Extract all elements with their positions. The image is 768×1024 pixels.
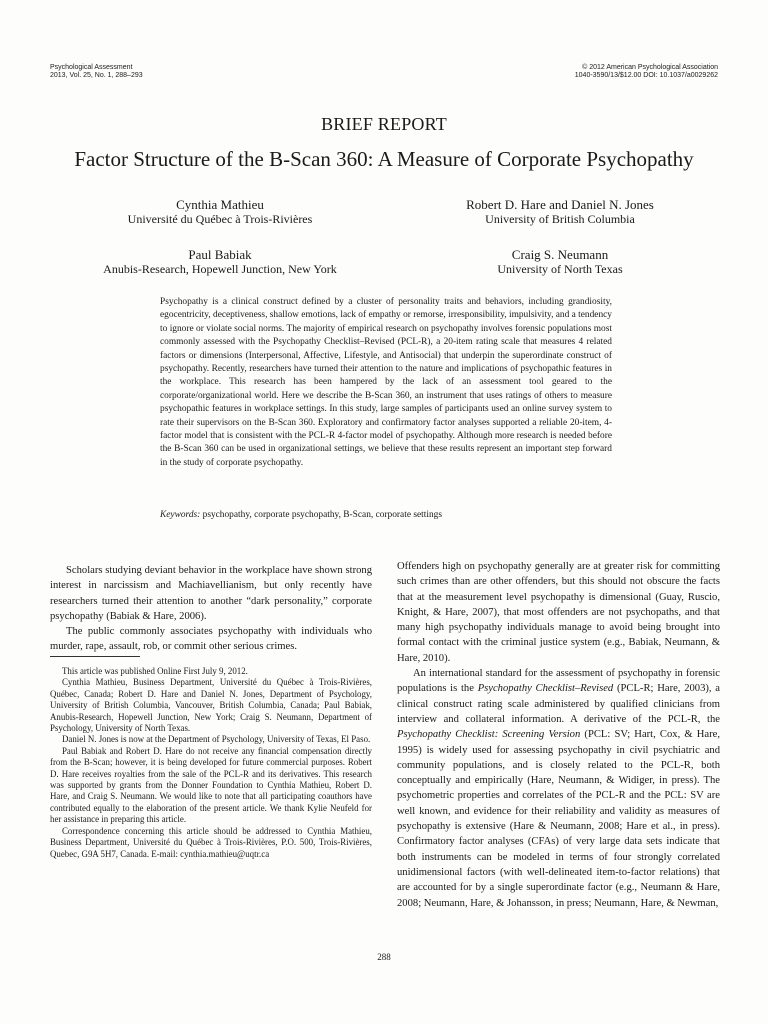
footnote: Cynthia Mathieu, Business Department, Université du Québec à Trois-Rivières, Québec, Canada; Robert D. Hare and Daniel N. Jones, Department of Psychology, University of British Columbia, Vancouver, British Columbia, Canada; Paul Babiak, Anubis-Research, Hopewell Junction, New York; Craig S. Neumann, Department of Psychology, University of North Texas. bbox=[50, 677, 372, 734]
body-text: (PCL-R; Hare, 2003), a clinical construct rating scale administered by qualified clinicians from interview and collateral information. A derivative of the PCL-R, the bbox=[397, 683, 721, 725]
author-block bbox=[420, 248, 700, 276]
footnote: Paul Babiak and Robert D. Hare do not receive any financial compensation directly from the B-Scan; however, it is being developed for future commercial purposes. Robert D. Hare receives royalties from the sale of the PCL-R and its derivatives. This research was supported by grants from the Donner Foundation to Cynthia Mathieu, Robert D. Hare, and Craig S. Neumann. We would like to note that all participating coauthors have contributed equally to the elaboration of the present article. We thank Kylie Neufeld for her assistance in preparing this article. bbox=[50, 745, 372, 825]
journal-volume: 2013, Vol. 25, No. 1, 288–293 bbox=[50, 72, 143, 79]
copyright-line: © 2012 American Psychological Association bbox=[582, 64, 718, 71]
body-paragraph: Offenders high on psychopathy generally are at greater risk for committing such crimes than are other offenders, but this should not obscure the facts that at the measurement level psychopathy is dimensional (Guay, Ruscio, Knight, & Hare, 2007), that most offenders are not psychopaths, and that many high psychopathy individuals manage to avoid being brought into formal contact with the criminal justice system (e.g., Babiak, Neumann, & Hare, 2010). bbox=[397, 561, 720, 664]
right-column-body bbox=[397, 559, 720, 911]
body-paragraph: The public commonly associates psychopathy with individuals who murder, rape, assault, rob, or commit other serious crimes. bbox=[50, 626, 372, 653]
page-number: 288 bbox=[377, 952, 391, 962]
footnote: Correspondence concerning this article should be addressed to Cynthia Mathieu, Business Department, Université du Québec à Trois-Rivières, P.O. 500, Trois-Rivières, Quebec, G9A 5H7, Canada. E-mail: cynthia.mathieu@uqtr.ca bbox=[50, 825, 372, 859]
author-name: Robert D. Hare and Daniel N. Jones bbox=[466, 197, 654, 212]
instrument-name: Psychopathy Checklist: Screening Version bbox=[397, 729, 581, 741]
author-affiliation: University of North Texas bbox=[497, 262, 623, 276]
author-name: Cynthia Mathieu bbox=[176, 197, 264, 212]
left-column-body bbox=[50, 563, 372, 655]
author-block bbox=[420, 198, 700, 226]
instrument-name: Psychopathy Checklist–Revised bbox=[477, 683, 614, 695]
running-header-left bbox=[50, 64, 143, 80]
running-header-right bbox=[575, 64, 718, 80]
body-text: (PCL: SV; Hart, Cox, & Hare, 1995) is widely used for assessing psychopathy in civil psychiatric and community populations, and is closely related to the PCL-R, both conceptually and empirically (Hare, Neumann, & Widiger, in press). The psychometric properties and correlates of the PCL-R and the PCL: SV are well known, and evidence for their reliability and validity as measures of psychopathy is extensive (Hare & Neumann, 2008; Hare et al., in press). Confirmatory factor analyses (CFAs) of very large data sets indicate that both instruments can be modeled in terms of four strongly correlated unidimensional factors (with well-delineated item-to-factor relations) that are accounted for by a single superordinate factor (e.g., Neumann & Hare, 2008; Neumann, Hare, & Johansson, in press; Neumann, Hare, & Newman, bbox=[397, 729, 720, 909]
keywords-line bbox=[160, 509, 612, 522]
article-title: Factor Structure of the B-Scan 360: A Measure of Corporate Psychopathy bbox=[74, 147, 694, 171]
footnotes bbox=[50, 666, 372, 860]
author-name: Paul Babiak bbox=[188, 247, 252, 262]
journal-name: Psychological Assessment bbox=[50, 64, 133, 71]
keywords-label: Keywords: bbox=[160, 510, 201, 520]
article-type: BRIEF REPORT bbox=[321, 114, 447, 134]
author-affiliation: University of British Columbia bbox=[485, 212, 635, 226]
doi-line: 1040-3590/13/$12.00 DOI: 10.1037/a0029262 bbox=[574, 72, 718, 79]
author-affiliation: Université du Québec à Trois-Rivières bbox=[127, 212, 313, 226]
body-paragraph bbox=[397, 666, 720, 911]
footnote: This article was published Online First July 9, 2012. bbox=[62, 666, 248, 676]
author-name: Craig S. Neumann bbox=[511, 247, 609, 262]
author-block bbox=[70, 248, 370, 276]
author-affiliation: Anubis-Research, Hopewell Junction, New York bbox=[103, 262, 337, 276]
footnote-rule bbox=[50, 656, 140, 657]
footnote: Daniel N. Jones is now at the Department of Psychology, University of Texas, El Paso. bbox=[62, 734, 371, 745]
keywords-list: psychopathy, corporate psychopathy, B-Scan, corporate settings bbox=[202, 510, 442, 520]
body-paragraph: Scholars studying deviant behavior in the workplace have shown strong interest in narcissism and Machiavellianism, but only recently have researchers turned their attention to another “dark personality,” corporate psychopathy (Babiak & Hare, 2006). bbox=[50, 565, 372, 622]
author-block bbox=[100, 198, 340, 226]
abstract: Psychopathy is a clinical construct defined by a cluster of personality traits and behaviors, including grandiosity, egocentricity, deceptiveness, shallow emotions, lack of empathy or remorse, irresponsibility, impulsivity, and a tendency to ignore or violate social norms. The majority of empirical research on psychopathy involves forensic populations most commonly assessed with the Psychopathy Checklist–Revised (PCL-R), a 20-item rating scale that measures 4 related factors or dimensions (Interpersonal, Affective, Lifestyle, and Antisocial) that underpin the superordinate construct of psychopathy. Recently, researchers have turned their attention to the nature and implications of psychopathic features in the workplace. This research has been hampered by the lack of an assessment tool geared to the corporate/organizational world. Here we describe the B-Scan 360, an instrument that uses ratings of others to measure psychopathic features in workplace settings. In this study, large samples of participants used an online survey system to rate their supervisors on the B-Scan 360. Exploratory and confirmatory factor analyses supported a reliable 20-item, 4-factor model that is consistent with the PCL-R 4-factor model of psychopathy. Although more research is needed before the B-Scan 360 can be used in organizational settings, we believe that these results represent an important step forward in the study of corporate psychopathy. bbox=[160, 297, 612, 468]
body-text: An international standard for the assessment of psychopathy in forensic populations is the bbox=[397, 668, 720, 695]
